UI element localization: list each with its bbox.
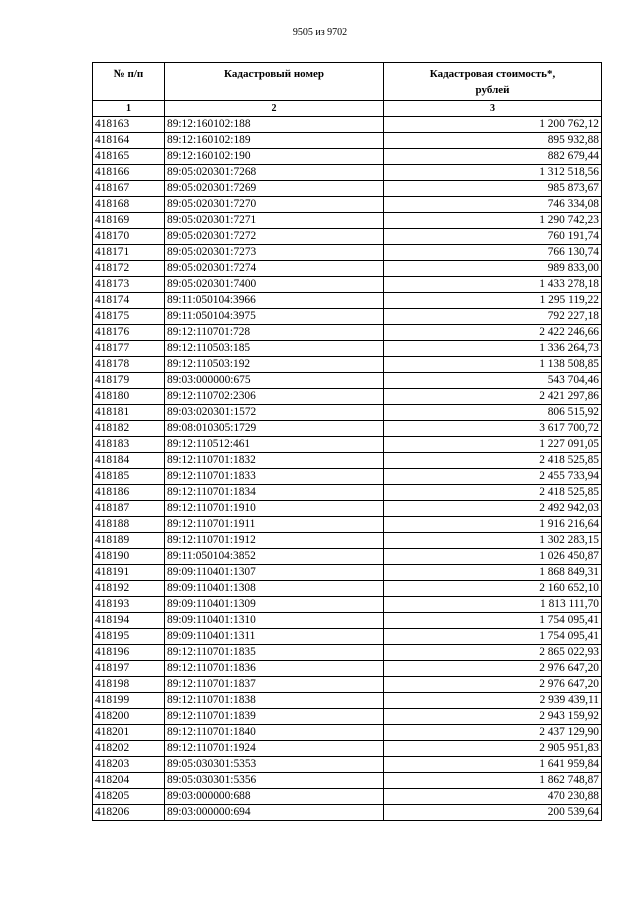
- table-row: [93, 501, 602, 517]
- table-row: [93, 325, 602, 341]
- row-index: 418173: [93, 277, 165, 293]
- row-cadastral-number: 89:12:110701:728: [165, 325, 384, 341]
- row-index: 418204: [93, 773, 165, 789]
- table-row: [93, 181, 602, 197]
- row-index: 418181: [93, 405, 165, 421]
- row-cadastral-number: 89:05:020301:7272: [165, 229, 384, 245]
- row-cadastral-value: 2 160 652,10: [384, 581, 602, 597]
- row-cadastral-value: 543 704,46: [384, 373, 602, 389]
- row-index: 418164: [93, 133, 165, 149]
- row-index: 418184: [93, 453, 165, 469]
- row-index: 418201: [93, 725, 165, 741]
- row-cadastral-number: 89:05:030301:5356: [165, 773, 384, 789]
- row-cadastral-value: 2 976 647,20: [384, 661, 602, 677]
- row-index: 418169: [93, 213, 165, 229]
- row-cadastral-value: 1 916 216,64: [384, 517, 602, 533]
- row-cadastral-value: 1 227 091,05: [384, 437, 602, 453]
- table-row: [93, 565, 602, 581]
- row-index: 418186: [93, 485, 165, 501]
- table-row: [93, 485, 602, 501]
- row-cadastral-number: 89:05:020301:7269: [165, 181, 384, 197]
- table-row: [93, 309, 602, 325]
- row-index: 418168: [93, 197, 165, 213]
- row-cadastral-value: 1 641 959,84: [384, 757, 602, 773]
- table-row: [93, 789, 602, 805]
- row-cadastral-number: 89:05:020301:7271: [165, 213, 384, 229]
- row-cadastral-value: 2 455 733,94: [384, 469, 602, 485]
- row-index: 418195: [93, 629, 165, 645]
- row-index: 418189: [93, 533, 165, 549]
- row-index: 418202: [93, 741, 165, 757]
- row-cadastral-value: 985 873,67: [384, 181, 602, 197]
- row-cadastral-number: 89:12:110503:185: [165, 341, 384, 357]
- row-cadastral-number: 89:09:110401:1310: [165, 613, 384, 629]
- row-cadastral-number: 89:12:110701:1836: [165, 661, 384, 677]
- row-index: 418165: [93, 149, 165, 165]
- row-index: 418194: [93, 613, 165, 629]
- row-cadastral-value: 1 433 278,18: [384, 277, 602, 293]
- table-row: [93, 581, 602, 597]
- row-cadastral-number: 89:12:110701:1832: [165, 453, 384, 469]
- row-cadastral-number: 89:05:020301:7400: [165, 277, 384, 293]
- row-cadastral-number: 89:05:020301:7270: [165, 197, 384, 213]
- table-row: [93, 197, 602, 213]
- row-cadastral-value: 3 617 700,72: [384, 421, 602, 437]
- table-row: [93, 741, 602, 757]
- row-cadastral-value: 2 865 022,93: [384, 645, 602, 661]
- table-row: [93, 213, 602, 229]
- row-cadastral-number: 89:03:020301:1572: [165, 405, 384, 421]
- row-cadastral-value: 1 862 748,87: [384, 773, 602, 789]
- row-cadastral-value: 1 302 283,15: [384, 533, 602, 549]
- row-cadastral-value: 1 138 508,85: [384, 357, 602, 373]
- table-row: [93, 261, 602, 277]
- row-index: 418183: [93, 437, 165, 453]
- row-index: 418198: [93, 677, 165, 693]
- table-row: [93, 613, 602, 629]
- table-body: [93, 117, 602, 821]
- row-cadastral-value: 989 833,00: [384, 261, 602, 277]
- table-row: [93, 277, 602, 293]
- row-cadastral-number: 89:09:110401:1309: [165, 597, 384, 613]
- row-cadastral-value: 1 200 762,12: [384, 117, 602, 133]
- row-cadastral-value: 2 492 942,03: [384, 501, 602, 517]
- row-cadastral-value: 895 932,88: [384, 133, 602, 149]
- row-index: 418205: [93, 789, 165, 805]
- column-number-3: 3: [384, 101, 602, 117]
- row-index: 418185: [93, 469, 165, 485]
- row-cadastral-number: 89:08:010305:1729: [165, 421, 384, 437]
- table-row: [93, 165, 602, 181]
- table-row: [93, 293, 602, 309]
- row-cadastral-number: 89:12:160102:188: [165, 117, 384, 133]
- row-cadastral-number: 89:12:110701:1838: [165, 693, 384, 709]
- column-number-2: 2: [165, 101, 384, 117]
- table-row: [93, 757, 602, 773]
- row-cadastral-value: 1 754 095,41: [384, 629, 602, 645]
- row-index: 418170: [93, 229, 165, 245]
- row-cadastral-number: 89:09:110401:1307: [165, 565, 384, 581]
- row-cadastral-value: 760 191,74: [384, 229, 602, 245]
- row-cadastral-number: 89:03:000000:694: [165, 805, 384, 821]
- row-cadastral-number: 89:12:110701:1911: [165, 517, 384, 533]
- table-row: [93, 421, 602, 437]
- row-cadastral-number: 89:12:160102:190: [165, 149, 384, 165]
- row-index: 418166: [93, 165, 165, 181]
- row-cadastral-value: 806 515,92: [384, 405, 602, 421]
- row-index: 418197: [93, 661, 165, 677]
- page-number-header: 9505 из 9702: [292, 27, 348, 38]
- row-cadastral-value: 1 336 264,73: [384, 341, 602, 357]
- row-index: 418203: [93, 757, 165, 773]
- row-cadastral-value: 2 437 129,90: [384, 725, 602, 741]
- row-cadastral-value: 2 418 525,85: [384, 485, 602, 501]
- row-index: 418179: [93, 373, 165, 389]
- row-index: 418180: [93, 389, 165, 405]
- cadastral-value-table: [92, 62, 602, 821]
- row-index: 418190: [93, 549, 165, 565]
- table-row: [93, 533, 602, 549]
- row-index: 418200: [93, 709, 165, 725]
- column-header-cadastral-number: Кадастровый номер: [165, 63, 384, 101]
- row-cadastral-number: 89:12:110701:1835: [165, 645, 384, 661]
- row-cadastral-value: 2 421 297,86: [384, 389, 602, 405]
- row-cadastral-number: 89:12:110701:1839: [165, 709, 384, 725]
- row-cadastral-value: 1 295 119,22: [384, 293, 602, 309]
- column-header-cadastral-value: Кадастровая стоимость*, рублей: [384, 63, 602, 101]
- row-cadastral-number: 89:12:110701:1834: [165, 485, 384, 501]
- row-cadastral-number: 89:12:110701:1912: [165, 533, 384, 549]
- row-cadastral-number: 89:05:020301:7268: [165, 165, 384, 181]
- table-row: [93, 645, 602, 661]
- table-row: [93, 517, 602, 533]
- row-cadastral-number: 89:12:110702:2306: [165, 389, 384, 405]
- row-cadastral-value: 792 227,18: [384, 309, 602, 325]
- table-row: [93, 773, 602, 789]
- row-cadastral-number: 89:09:110401:1311: [165, 629, 384, 645]
- row-cadastral-value: 1 312 518,56: [384, 165, 602, 181]
- column-header-index: № п/п: [93, 63, 165, 101]
- table-row: [93, 453, 602, 469]
- table-row: [93, 389, 602, 405]
- row-cadastral-number: 89:03:000000:675: [165, 373, 384, 389]
- row-index: 418167: [93, 181, 165, 197]
- row-cadastral-number: 89:11:050104:3852: [165, 549, 384, 565]
- row-cadastral-number: 89:12:110701:1833: [165, 469, 384, 485]
- row-cadastral-value: 1 026 450,87: [384, 549, 602, 565]
- row-cadastral-number: 89:12:110701:1910: [165, 501, 384, 517]
- table-row: [93, 597, 602, 613]
- column-number-row: [93, 101, 602, 117]
- row-index: 418174: [93, 293, 165, 309]
- table-row: [93, 629, 602, 645]
- row-cadastral-value: 882 679,44: [384, 149, 602, 165]
- row-index: 418206: [93, 805, 165, 821]
- row-cadastral-number: 89:12:110701:1924: [165, 741, 384, 757]
- table-row: [93, 725, 602, 741]
- row-index: 418187: [93, 501, 165, 517]
- row-cadastral-number: 89:05:020301:7273: [165, 245, 384, 261]
- row-cadastral-number: 89:03:000000:688: [165, 789, 384, 805]
- row-cadastral-value: 2 418 525,85: [384, 453, 602, 469]
- row-cadastral-value: 1 290 742,23: [384, 213, 602, 229]
- table-row: [93, 229, 602, 245]
- row-index: 418172: [93, 261, 165, 277]
- table-row: [93, 677, 602, 693]
- table-row: [93, 661, 602, 677]
- row-cadastral-number: 89:11:050104:3975: [165, 309, 384, 325]
- row-cadastral-value: 470 230,88: [384, 789, 602, 805]
- row-cadastral-number: 89:12:110701:1837: [165, 677, 384, 693]
- row-index: 418175: [93, 309, 165, 325]
- column-number-1: 1: [93, 101, 165, 117]
- table-row: [93, 405, 602, 421]
- table-row: [93, 437, 602, 453]
- row-cadastral-value: 1 868 849,31: [384, 565, 602, 581]
- row-index: 418171: [93, 245, 165, 261]
- row-cadastral-number: 89:05:020301:7274: [165, 261, 384, 277]
- row-cadastral-value: 2 943 159,92: [384, 709, 602, 725]
- table-row: [93, 709, 602, 725]
- row-index: 418188: [93, 517, 165, 533]
- row-cadastral-value: 2 422 246,66: [384, 325, 602, 341]
- row-cadastral-value: 1 813 111,70: [384, 597, 602, 613]
- row-index: 418176: [93, 325, 165, 341]
- row-cadastral-number: 89:09:110401:1308: [165, 581, 384, 597]
- row-cadastral-number: 89:05:030301:5353: [165, 757, 384, 773]
- row-cadastral-value: 746 334,08: [384, 197, 602, 213]
- row-cadastral-number: 89:12:160102:189: [165, 133, 384, 149]
- row-cadastral-number: 89:12:110503:192: [165, 357, 384, 373]
- row-index: 418196: [93, 645, 165, 661]
- table-row: [93, 357, 602, 373]
- row-cadastral-value: 2 976 647,20: [384, 677, 602, 693]
- row-index: 418163: [93, 117, 165, 133]
- table-row: [93, 373, 602, 389]
- table-row: [93, 805, 602, 821]
- row-cadastral-number: 89:12:110701:1840: [165, 725, 384, 741]
- row-index: 418193: [93, 597, 165, 613]
- row-index: 418191: [93, 565, 165, 581]
- table-row: [93, 245, 602, 261]
- row-index: 418182: [93, 421, 165, 437]
- table-row: [93, 549, 602, 565]
- row-index: 418199: [93, 693, 165, 709]
- table-row: [93, 117, 602, 133]
- table-row: [93, 133, 602, 149]
- row-cadastral-value: 766 130,74: [384, 245, 602, 261]
- row-cadastral-number: 89:11:050104:3966: [165, 293, 384, 309]
- row-index: 418177: [93, 341, 165, 357]
- table-row: [93, 149, 602, 165]
- row-index: 418178: [93, 357, 165, 373]
- row-cadastral-value: 200 539,64: [384, 805, 602, 821]
- table-row: [93, 693, 602, 709]
- table-row: [93, 469, 602, 485]
- table-row: [93, 341, 602, 357]
- row-cadastral-value: 1 754 095,41: [384, 613, 602, 629]
- row-index: 418192: [93, 581, 165, 597]
- row-cadastral-number: 89:12:110512:461: [165, 437, 384, 453]
- row-cadastral-value: 2 905 951,83: [384, 741, 602, 757]
- row-cadastral-value: 2 939 439,11: [384, 693, 602, 709]
- table-header-row: [93, 63, 602, 101]
